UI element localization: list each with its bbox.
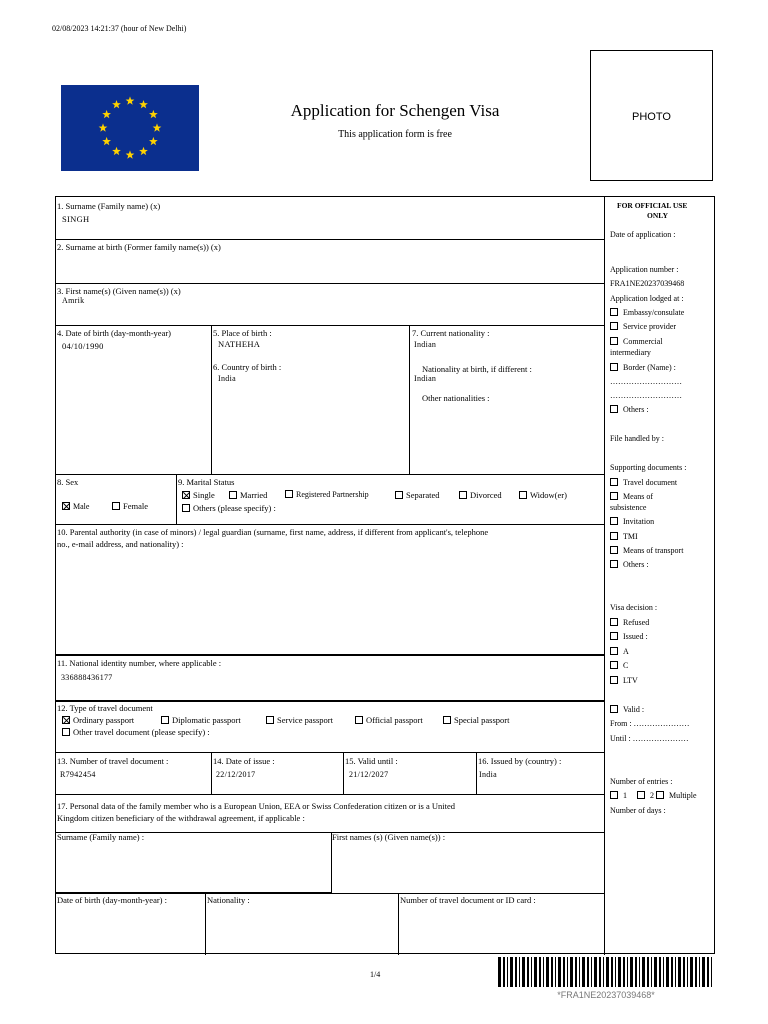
barcode-bar	[567, 957, 568, 987]
barcode-bar	[683, 957, 685, 987]
barcode-bar	[618, 957, 621, 987]
valid-from-label: From : …………………	[610, 719, 690, 728]
place-of-birth-value[interactable]: NATHEHA	[218, 339, 261, 349]
ordinary-passport-checkbox-checked[interactable]	[62, 716, 70, 724]
barcode-bar	[606, 957, 609, 987]
barcode-bar	[599, 957, 601, 987]
barcode-bar	[647, 957, 649, 987]
embassy-option[interactable]: Embassy/consulate	[610, 308, 684, 317]
marital-married-option[interactable]: Married	[229, 490, 267, 500]
barcode-bar	[591, 957, 592, 987]
service-provider-checkbox[interactable]	[610, 322, 618, 330]
number-of-days-label: Number of days :	[610, 806, 666, 815]
surname-value[interactable]: SINGH	[62, 214, 90, 224]
special-passport-option[interactable]: Special passport	[443, 715, 509, 725]
widow-checkbox[interactable]	[519, 491, 527, 499]
barcode-bar	[666, 957, 669, 987]
date-of-issue-value[interactable]: 22/12/2017	[216, 770, 256, 779]
barcode-bar	[587, 957, 589, 987]
barcode-bar	[623, 957, 625, 987]
barcode-bar	[678, 957, 681, 987]
barcode-bar	[651, 957, 652, 987]
barcode-bar	[503, 957, 505, 987]
barcode-bar	[522, 957, 525, 987]
barcode-bar	[551, 957, 553, 987]
eu-first-names-label: First names (s) (Given name(s)) :	[332, 832, 446, 842]
border-checkbox[interactable]	[610, 363, 618, 371]
valid-option[interactable]: Valid :	[610, 705, 644, 714]
barcode-bar	[615, 957, 616, 987]
special-passport-checkbox[interactable]	[443, 716, 451, 724]
barcode-number: *FRA1NE20237039468*	[557, 990, 655, 1000]
country-of-birth-label: 6. Country of birth :	[213, 362, 282, 372]
barcode-bar	[546, 957, 549, 987]
marital-registered-option[interactable]: Registered Partnership	[285, 490, 369, 499]
barcode-bar	[543, 957, 544, 987]
place-of-birth-label: 5. Place of birth :	[213, 328, 272, 338]
barcode-bar	[575, 957, 577, 987]
married-checkbox[interactable]	[229, 491, 237, 499]
barcode-bar	[675, 957, 676, 987]
other-marital-checkbox[interactable]	[182, 504, 190, 512]
visa-ltv-option[interactable]: LTV	[610, 676, 638, 685]
means-of-transport-checkbox[interactable]	[610, 546, 618, 554]
barcode-bar	[654, 957, 657, 987]
diplomatic-passport-checkbox[interactable]	[161, 716, 169, 724]
barcode-bar	[671, 957, 673, 987]
visa-a-option[interactable]: A	[610, 647, 629, 656]
embassy-checkbox[interactable]	[610, 308, 618, 316]
ordinary-passport-option[interactable]: Ordinary passport	[62, 715, 134, 725]
service-passport-option[interactable]: Service passport	[266, 715, 333, 725]
travel-document-option[interactable]: Travel document	[610, 478, 677, 487]
issued-by-label: 16. Issued by (country) :	[478, 756, 562, 766]
lodged-others-checkbox[interactable]	[610, 405, 618, 413]
sex-female-option[interactable]: Female	[112, 501, 148, 511]
national-id-label: 11. National identity number, where applicable :	[57, 658, 222, 668]
other-travel-document-checkbox[interactable]	[62, 728, 70, 736]
page-title: Application for Schengen Visa	[290, 101, 500, 120]
entries-options: 1 2 Multiple	[610, 791, 697, 800]
official-use-heading: FOR OFFICIAL USE	[617, 201, 688, 210]
date-of-issue-label: 14. Date of issue :	[213, 756, 275, 766]
barcode-bar	[611, 957, 613, 987]
marital-other-option[interactable]: Others (please specify) :	[182, 503, 276, 513]
eu-nationality-label: Nationality :	[207, 895, 250, 905]
means-of-subsistence-label-2: subsistence	[610, 503, 647, 512]
separated-checkbox[interactable]	[395, 491, 403, 499]
supporting-others-option[interactable]: Others :	[610, 560, 649, 569]
entries-1-checkbox[interactable]	[610, 791, 618, 799]
marital-single-option[interactable]: Single	[182, 490, 215, 500]
other-nationalities-label: Other nationalities :	[422, 393, 490, 403]
supporting-others-checkbox[interactable]	[610, 560, 618, 568]
lodged-others-option[interactable]: Others :	[610, 405, 649, 414]
visa-a-checkbox[interactable]	[610, 647, 618, 655]
tmi-option[interactable]: TMI	[610, 532, 638, 541]
number-of-entries-label: Number of entries :	[610, 777, 673, 786]
travel-document-checkbox[interactable]	[610, 478, 618, 486]
barcode-bar	[534, 957, 537, 987]
barcode-bar	[711, 957, 712, 987]
male-checkbox-checked[interactable]	[62, 502, 70, 510]
lodged-at-label: Application lodged at :	[610, 294, 684, 303]
sex-male-option[interactable]: Male	[62, 501, 89, 511]
barcode-bar	[507, 957, 508, 987]
commercial-intermediary-label-2: intermediary	[610, 348, 651, 357]
barcode-image	[496, 957, 716, 989]
means-of-subsistence-checkbox[interactable]	[610, 492, 618, 500]
official-passport-checkbox[interactable]	[355, 716, 363, 724]
photo-box	[590, 50, 713, 181]
barcode-bar	[702, 957, 705, 987]
nationality-at-birth-value[interactable]: Indian	[414, 374, 437, 383]
barcode-bar	[659, 957, 661, 987]
barcode-bar	[563, 957, 565, 987]
barcode-bar	[663, 957, 664, 987]
means-of-subsistence-option[interactable]: Means of	[610, 492, 653, 501]
travel-document-type-label: 12. Type of travel document	[57, 703, 153, 713]
barcode-bar	[527, 957, 529, 987]
page-number: 1/4	[370, 970, 381, 979]
border-dots-2: ………………………	[610, 391, 682, 400]
barcode-bar	[579, 957, 580, 987]
barcode-bar	[603, 957, 604, 987]
barcode-bar	[707, 957, 709, 987]
refused-checkbox[interactable]	[610, 618, 618, 626]
official-use-heading-2: ONLY	[647, 211, 668, 220]
service-provider-option[interactable]: Service provider	[610, 322, 676, 331]
current-nationality-label: 7. Current nationality :	[412, 328, 490, 338]
barcode-bar	[531, 957, 532, 987]
barcode-bar	[498, 957, 501, 987]
invitation-option[interactable]: Invitation	[610, 517, 654, 526]
barcode-bar	[642, 957, 645, 987]
issued-by-value[interactable]: India	[479, 770, 497, 779]
eu-family-member-label-line1: 17. Personal data of the family member who is a European Union, EEA or Swiss Confederation citizen or is a United	[57, 801, 455, 811]
eu-flag-logo	[61, 85, 199, 171]
marital-separated-option[interactable]: Separated	[395, 490, 440, 500]
barcode-bar	[690, 957, 693, 987]
refused-option[interactable]: Refused	[610, 618, 649, 627]
marital-divorced-option[interactable]: Divorced	[459, 490, 502, 500]
print-timestamp: 02/08/2023 14:21:37 (hour of New Delhi)	[52, 24, 187, 33]
marital-status-label: 9. Marital Status	[178, 477, 235, 487]
valid-until-label: 15. Valid until :	[345, 756, 398, 766]
border-option[interactable]: Border (Name) :	[610, 363, 676, 372]
barcode-bar	[510, 957, 513, 987]
barcode-bar	[558, 957, 561, 987]
commercial-intermediary-option[interactable]: Commercial	[610, 337, 663, 346]
visa-c-option[interactable]: C	[610, 661, 628, 670]
travel-document-number-value[interactable]: R7942454	[60, 770, 96, 779]
eu-date-of-birth-label: Date of birth (day-month-year) :	[57, 895, 167, 905]
date-of-birth-label: 4. Date of birth (day-month-year)	[57, 328, 171, 338]
barcode-bar	[687, 957, 688, 987]
eu-family-member-label-line2: Kingdom citizen beneficiary of the withdrawal agreement, if applicable :	[57, 813, 305, 823]
entries-2-checkbox[interactable]	[637, 791, 645, 799]
surname-label: 1. Surname (Family name) (x)	[57, 201, 161, 211]
page-subtitle: This application form is free	[338, 129, 452, 140]
barcode-bar	[555, 957, 556, 987]
barcode-bar	[695, 957, 697, 987]
photo-label: PHOTO	[632, 111, 671, 123]
service-passport-checkbox[interactable]	[266, 716, 274, 724]
marital-widow-option[interactable]: Widow(er)	[519, 490, 567, 500]
valid-checkbox[interactable]	[610, 705, 618, 713]
barcode-bar	[539, 957, 541, 987]
issued-option[interactable]: Issued :	[610, 632, 648, 641]
diplomatic-passport-option[interactable]: Diplomatic passport	[161, 715, 241, 725]
date-of-birth-value[interactable]: 04/10/1990	[62, 341, 104, 351]
guardian-label-line1: 10. Parental authority (in case of minors) / legal guardian (surname, first name, address, if different from applicant's, telephone	[57, 527, 489, 537]
barcode-bar	[519, 957, 520, 987]
valid-until-official-label: Until : …………………	[610, 734, 689, 743]
barcode-bar	[635, 957, 637, 987]
registered-partnership-checkbox[interactable]	[285, 490, 293, 498]
barcode-bar	[630, 957, 633, 987]
entries-multiple-checkbox[interactable]	[656, 791, 664, 799]
visa-decision-label: Visa decision :	[610, 603, 658, 612]
date-of-application-label: Date of application :	[610, 230, 676, 239]
current-nationality-value[interactable]: Indian	[414, 340, 437, 349]
first-names-value[interactable]: Amrik	[62, 296, 85, 305]
official-passport-option[interactable]: Official passport	[355, 715, 423, 725]
valid-until-value[interactable]: 21/12/2027	[349, 770, 389, 779]
file-handled-by-label: File handled by :	[610, 434, 664, 443]
border-dots-1: ………………………	[610, 377, 682, 386]
national-id-value[interactable]: 336888436177	[61, 673, 113, 682]
barcode-bar	[515, 957, 517, 987]
barcode-bar	[639, 957, 640, 987]
application-number-value: FRA1NE20237039468	[610, 279, 685, 288]
supporting-documents-label: Supporting documents :	[610, 463, 687, 472]
barcode-bar	[699, 957, 700, 987]
barcode-bar	[594, 957, 597, 987]
surname-at-birth-label: 2. Surname at birth (Former family name(s)) (x)	[57, 242, 221, 252]
visa-c-checkbox[interactable]	[610, 661, 618, 669]
means-of-transport-option[interactable]: Means of transport	[610, 546, 683, 555]
sex-label: 8. Sex	[57, 477, 79, 487]
travel-document-number-label: 13. Number of travel document :	[57, 756, 169, 766]
single-checkbox-checked[interactable]	[182, 491, 190, 499]
country-of-birth-value[interactable]: India	[218, 374, 236, 383]
divorced-checkbox[interactable]	[459, 491, 467, 499]
commercial-intermediary-checkbox[interactable]	[610, 337, 618, 345]
issued-checkbox[interactable]	[610, 632, 618, 640]
eu-surname-label: Surname (Family name) :	[57, 832, 145, 842]
guardian-label-line2: no., e-mail address, and nationality) :	[57, 539, 184, 549]
application-number-label: Application number :	[610, 265, 679, 274]
invitation-checkbox[interactable]	[610, 517, 618, 525]
visa-ltv-checkbox[interactable]	[610, 676, 618, 684]
eu-document-number-label: Number of travel document or ID card :	[400, 895, 536, 905]
first-names-label: 3. First name(s) (Given name(s)) (x)	[57, 286, 181, 296]
barcode-bar	[627, 957, 628, 987]
barcode-bar	[570, 957, 573, 987]
other-travel-document-option[interactable]: Other travel document (please specify) :	[62, 727, 210, 737]
barcode-bar	[582, 957, 585, 987]
female-checkbox[interactable]	[112, 502, 120, 510]
tmi-checkbox[interactable]	[610, 532, 618, 540]
nationality-at-birth-label: Nationality at birth, if different :	[422, 364, 532, 374]
